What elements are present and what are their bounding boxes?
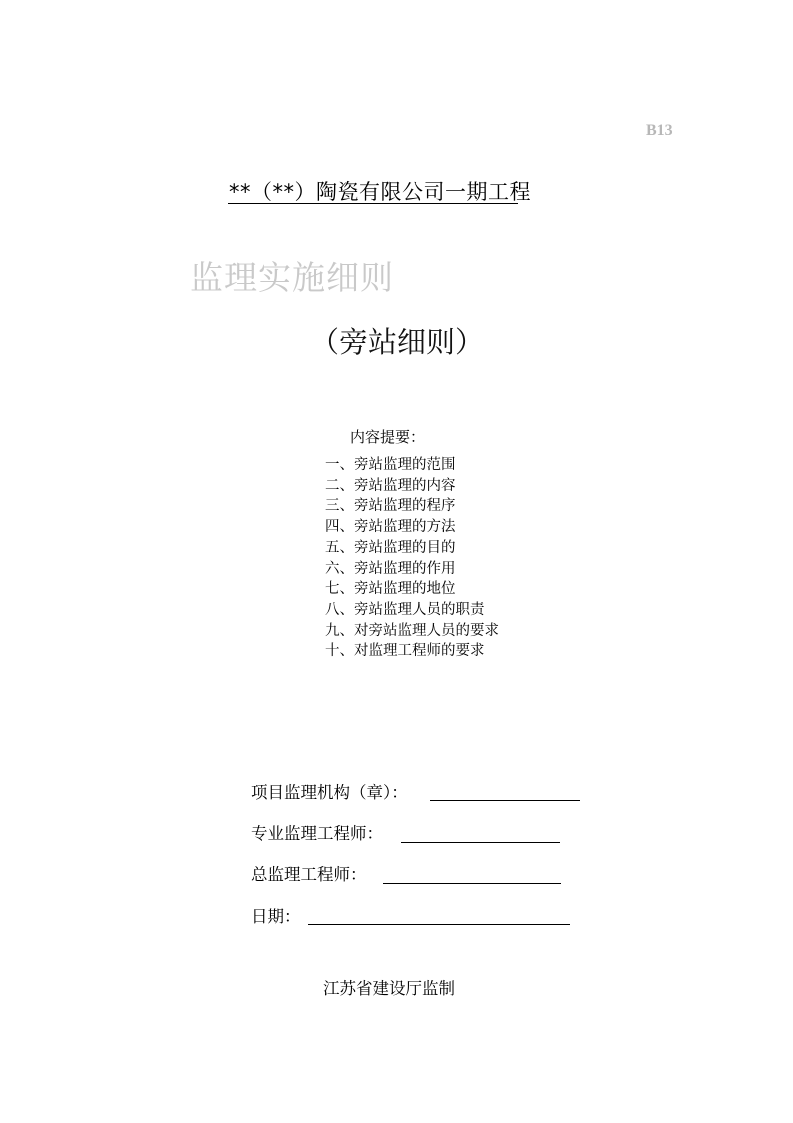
form-code: B13 bbox=[646, 122, 673, 139]
contents-item: 八、旁站监理人员的职责 bbox=[325, 601, 485, 618]
contents-item: 六、旁站监理的作用 bbox=[325, 560, 456, 577]
contents-list bbox=[325, 455, 499, 662]
contents-item: 二、旁站监理的内容 bbox=[325, 477, 456, 494]
project-title: **（**）陶瓷有限公司一期工程 bbox=[229, 180, 531, 204]
chief-engineer-field-label: 总监理工程师： bbox=[251, 865, 367, 884]
chief-engineer-field-line[interactable] bbox=[383, 883, 561, 884]
document-title: 监理实施细则 bbox=[190, 258, 394, 297]
contents-item: 三、旁站监理的程序 bbox=[325, 498, 456, 515]
date-field-line[interactable] bbox=[308, 924, 570, 925]
contents-heading: 内容提要： bbox=[350, 428, 426, 446]
contents-item: 七、旁站监理的地位 bbox=[325, 581, 456, 598]
document-subtitle: （旁站细则） bbox=[310, 325, 485, 359]
contents-item: 四、旁站监理的方法 bbox=[325, 519, 456, 536]
specialist-engineer-field-label: 专业监理工程师： bbox=[251, 824, 383, 843]
contents-item: 一、旁站监理的范围 bbox=[325, 457, 456, 473]
issuer-footer: 江苏省建设厅监制 bbox=[323, 979, 455, 998]
contents-item: 十、对监理工程师的要求 bbox=[325, 643, 485, 660]
contents-item: 五、旁站监理的目的 bbox=[325, 539, 456, 556]
specialist-engineer-field-line[interactable] bbox=[401, 842, 560, 843]
project-title-underline bbox=[228, 203, 518, 204]
institution-field-line[interactable] bbox=[430, 800, 580, 801]
date-field-label: 日期： bbox=[251, 907, 301, 926]
contents-item: 九、对旁站监理人员的要求 bbox=[325, 622, 499, 639]
institution-field-label: 项目监理机构（章）： bbox=[251, 783, 408, 802]
